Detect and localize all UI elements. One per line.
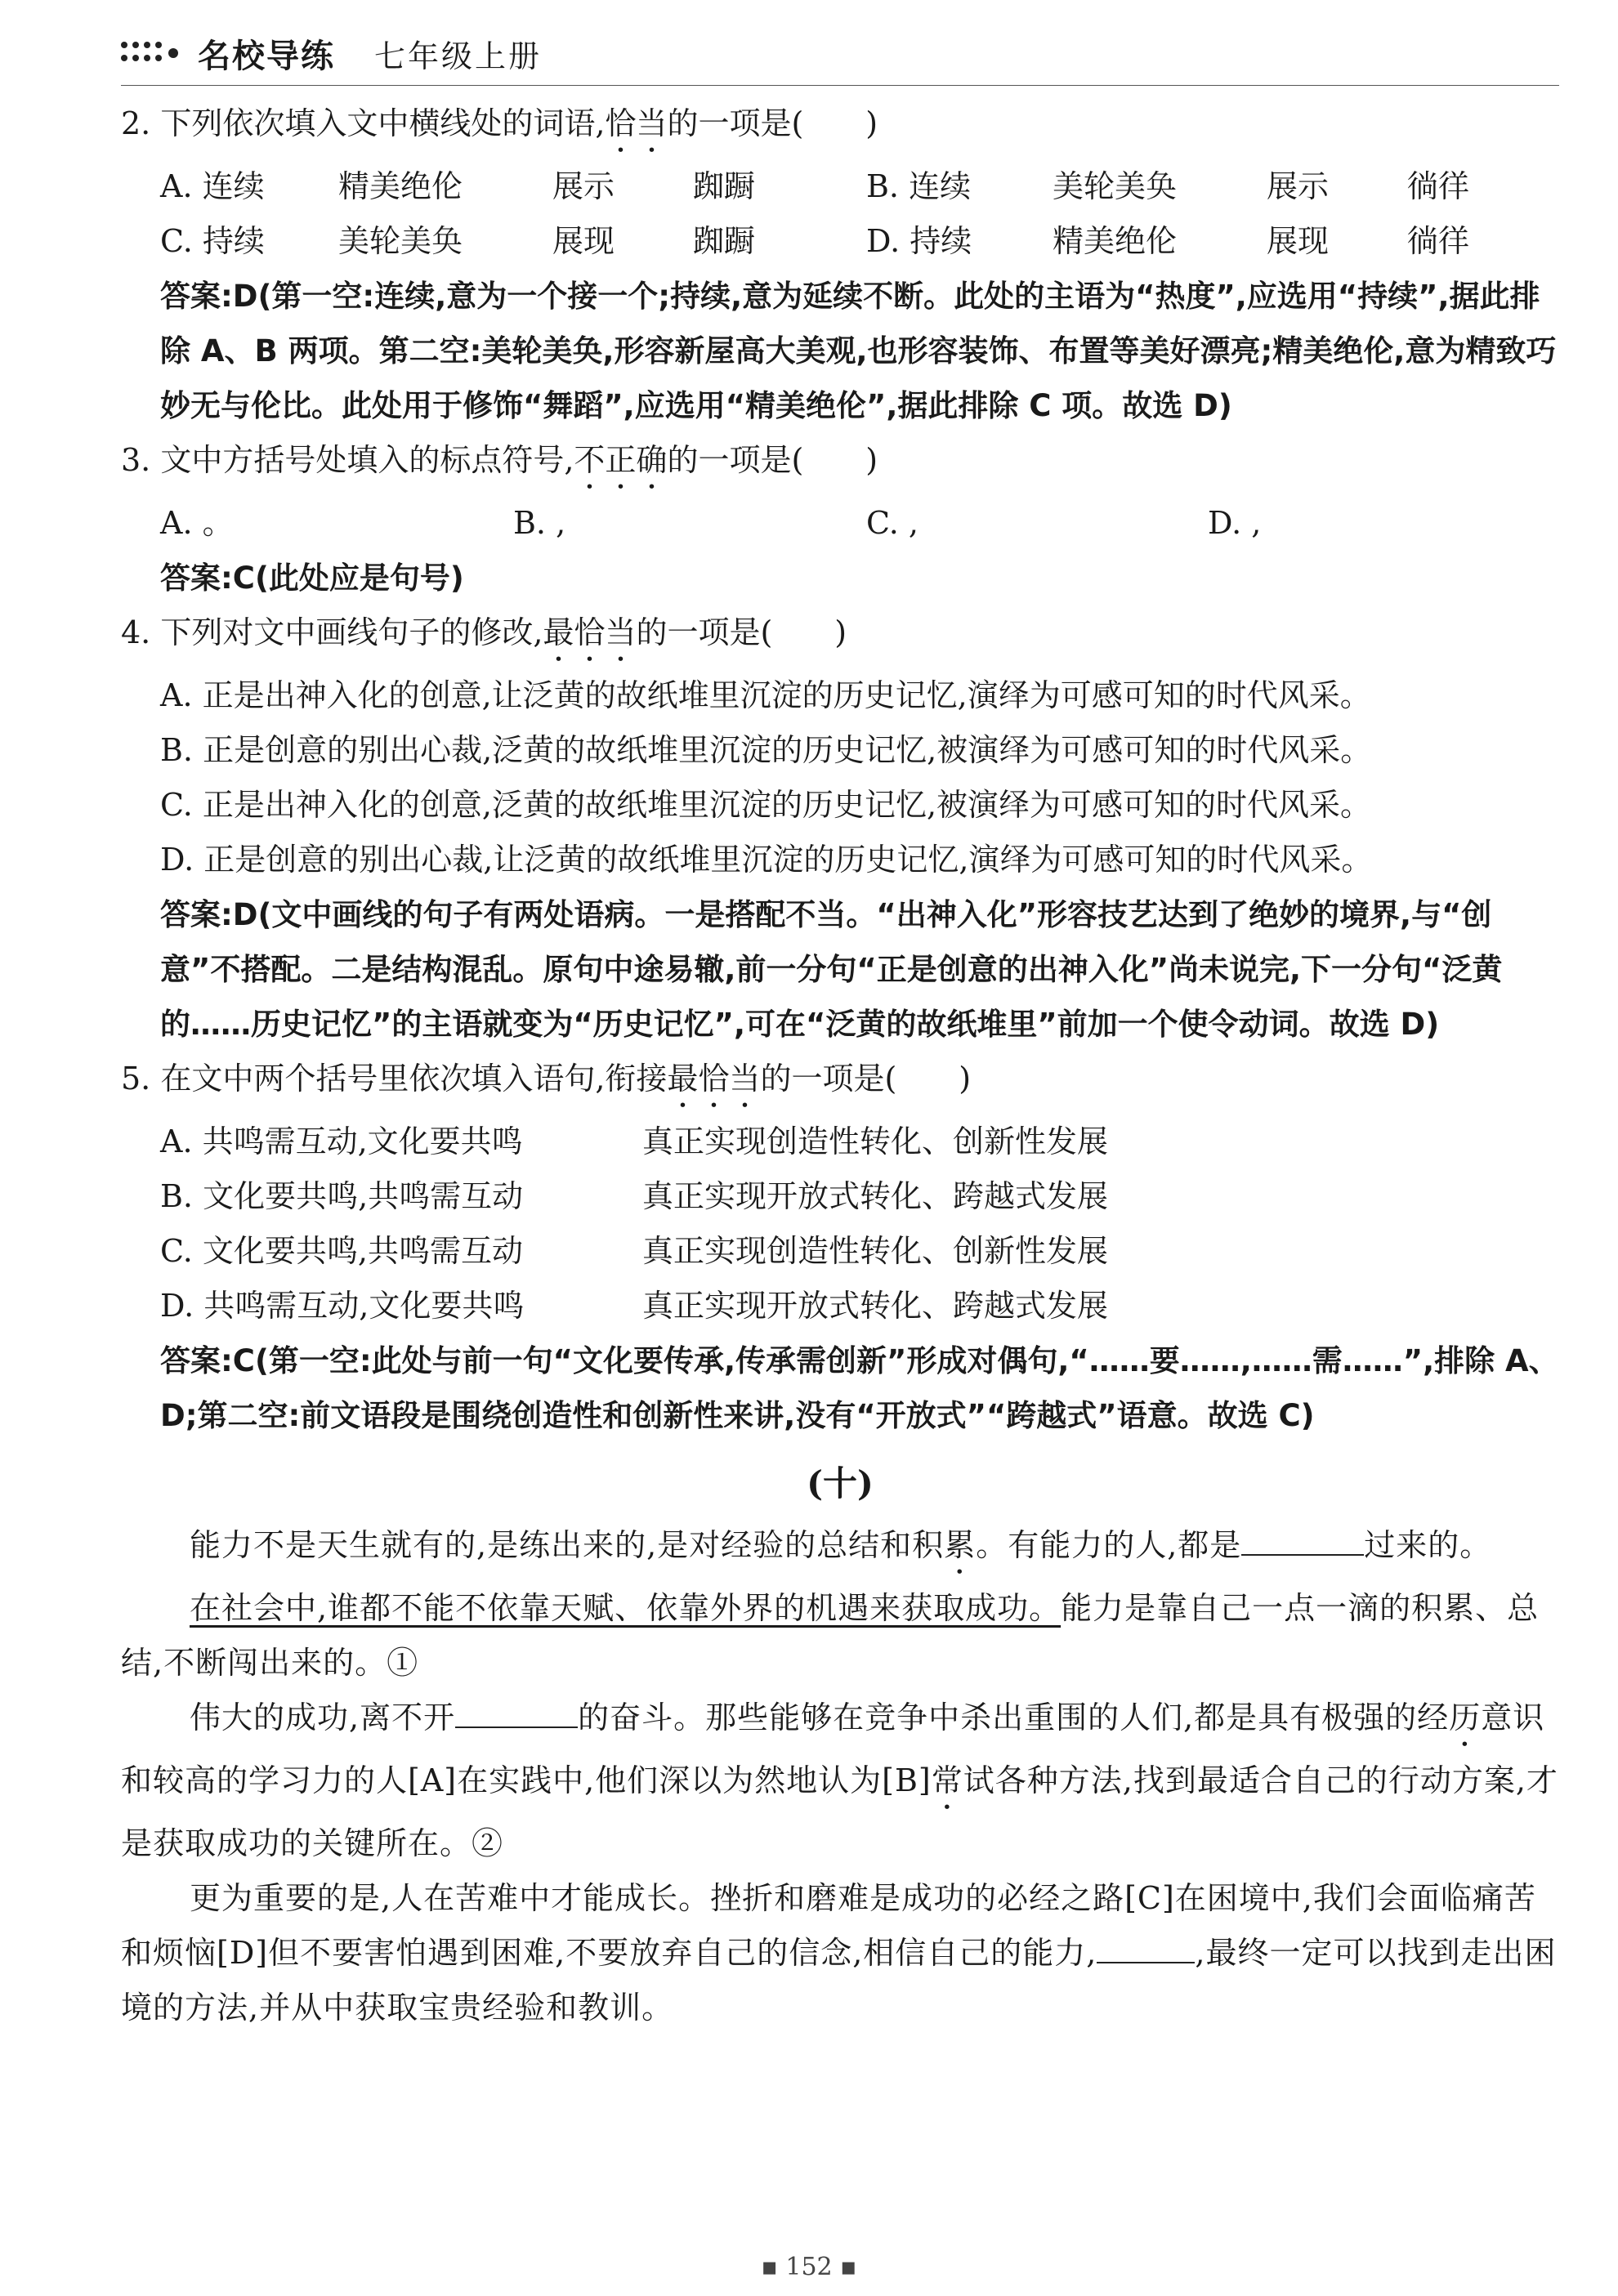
passage-paragraph-3: 伟大的成功,离不开 的奋斗。那些能够在竞争中杀出重围的人们,都是具有极强的经历意识和较高的学习力的人[A]在实践中,他们深以为然地认为[B]常试各种方法,找到最适合自己的行动方案,才是获取成功的关键所在。②: [121, 1700, 1558, 1861]
question-4-option-d: D. 正是创意的别出心裁,让泛黄的故纸堆里沉淀的历史记忆,演绎为可感可知的时代风采。: [160, 842, 1373, 878]
question-4-answer: 答案:D(文中画线的句子有两处语病。一是搭配不当。“出神入化”形容技艺达到了绝妙的境界,与“创意”不搭配。二是结构混乱。原句中途易辙,前一分句“正是创意的出神入化”尚未说完,下一分句“泛黄的……历史记忆”的主语就变为“历史记忆”,可在“泛黄的故纸堆里”前加一个使令动词。故选 D): [160, 897, 1503, 1042]
question-4-option-a: A. 正是出神入化的创意,让泛黄的故纸堆里沉淀的历史记忆,演绎为可感可知的时代风采。: [160, 677, 1371, 713]
question-5-option-c: C. 文化要共鸣,共鸣需互动 真正实现创造性转化、创新性发展: [160, 1233, 1109, 1269]
header-divider: [121, 85, 1559, 86]
question-2-stem: 2. 下列依次填入文中横线处的词语,恰当的一项是( ): [121, 105, 878, 141]
question-3-stem: 3. 文中方括号处填入的标点符号,不正确的一项是( ): [121, 442, 878, 478]
question-5-option-a: A. 共鸣需互动,文化要共鸣 真正实现创造性转化、创新性发展: [160, 1123, 1109, 1159]
answer-blank[interactable]: [455, 1702, 578, 1728]
section-title: (十): [807, 1463, 874, 1503]
passage-paragraph-2: 在社会中,谁都不能不依靠天赋、依靠外界的机遇来获取成功。能力是靠自己一点一滴的积累、总结,不断闯出来的。①: [121, 1590, 1540, 1681]
page-content: [121, 96, 1559, 2035]
question-5-stem: 5. 在文中两个括号里依次填入语句,衔接最恰当的一项是( ): [121, 1061, 972, 1097]
question-4-option-b: B. 正是创意的别出心裁,泛黄的故纸堆里沉淀的历史记忆,被演绎为可感可知的时代风采。: [160, 732, 1372, 768]
underlined-sentence: 在社会中,谁都不能不依靠天赋、依靠外界的机遇来获取成功。: [190, 1590, 1062, 1626]
page-number: ▪ 152 ▪: [761, 2253, 857, 2281]
answer-blank[interactable]: [1097, 1937, 1195, 1963]
question-3-options: A. 。 B. , C. , D. ,: [160, 505, 1262, 541]
passage-paragraph-4: 更为重要的是,人在苦难中才能成长。挫折和磨难是成功的必经之路[C]在困境中,我们会面临痛苦和烦恼[D]但不要害怕遇到困难,不要放弃自己的信念,相信自己的能力, ,最终一定可以找到走出困境的方法,并从中获取宝贵经验和教训。: [121, 1880, 1557, 2026]
question-5-option-d: D. 共鸣需互动,文化要共鸣 真正实现开放式转化、跨越式发展: [160, 1288, 1109, 1324]
page-header: [121, 25, 542, 82]
question-3-answer: 答案:C(此处应是句号): [160, 561, 464, 596]
dots-icon: [121, 37, 186, 69]
question-5-option-b: B. 文化要共鸣,共鸣需互动 真正实现开放式转化、跨越式发展: [160, 1178, 1109, 1214]
question-5-answer: 答案:C(第一空:此处与前一句“文化要传承,传承需创新”形成对偶句,“……要……,……需……”,排除 A、D;第二空:前文语段是围绕创造性和创新性来讲,没有“开放式”“跨越式”语意。故选 C): [160, 1343, 1559, 1433]
passage-paragraph-1: 能力不是天生就有的,是练出来的,是对经验的总结和积累。有能力的人,都是 过来的。: [190, 1527, 1492, 1563]
question-4-option-c: C. 正是出神入化的创意,泛黄的故纸堆里沉淀的历史记忆,被演绎为可感可知的时代风采。: [160, 787, 1372, 823]
question-4-stem: 4. 下列对文中画线句子的修改,最恰当的一项是( ): [121, 614, 847, 650]
answer-blank[interactable]: [1241, 1530, 1364, 1556]
question-2-answer: 答案:D(第一空:连续,意为一个接一个;持续,意为延续不断。此处的主语为“热度”,应选用“持续”,据此排除 A、B 两项。第二空:美轮美奂,形容新屋高大美观,也形容装饰、布置等美好漂亮;精美绝伦,意为精致巧妙无与伦比。此处用于修饰“舞蹈”,应选用“精美绝伦”,据此排除 C 项。故选 D): [160, 279, 1557, 423]
question-2-options-row-1: A. 连续 精美绝伦 展示 踟蹰 B. 连续 美轮美奂 展示 徜徉: [160, 168, 1470, 204]
brand-title: 名校导练: [198, 37, 335, 75]
grade-label: 七年级上册: [374, 38, 543, 74]
question-2-options-row-2: C. 持续 美轮美奂 展现 踟蹰 D. 持续 精美绝伦 展现 徜徉: [160, 223, 1470, 259]
